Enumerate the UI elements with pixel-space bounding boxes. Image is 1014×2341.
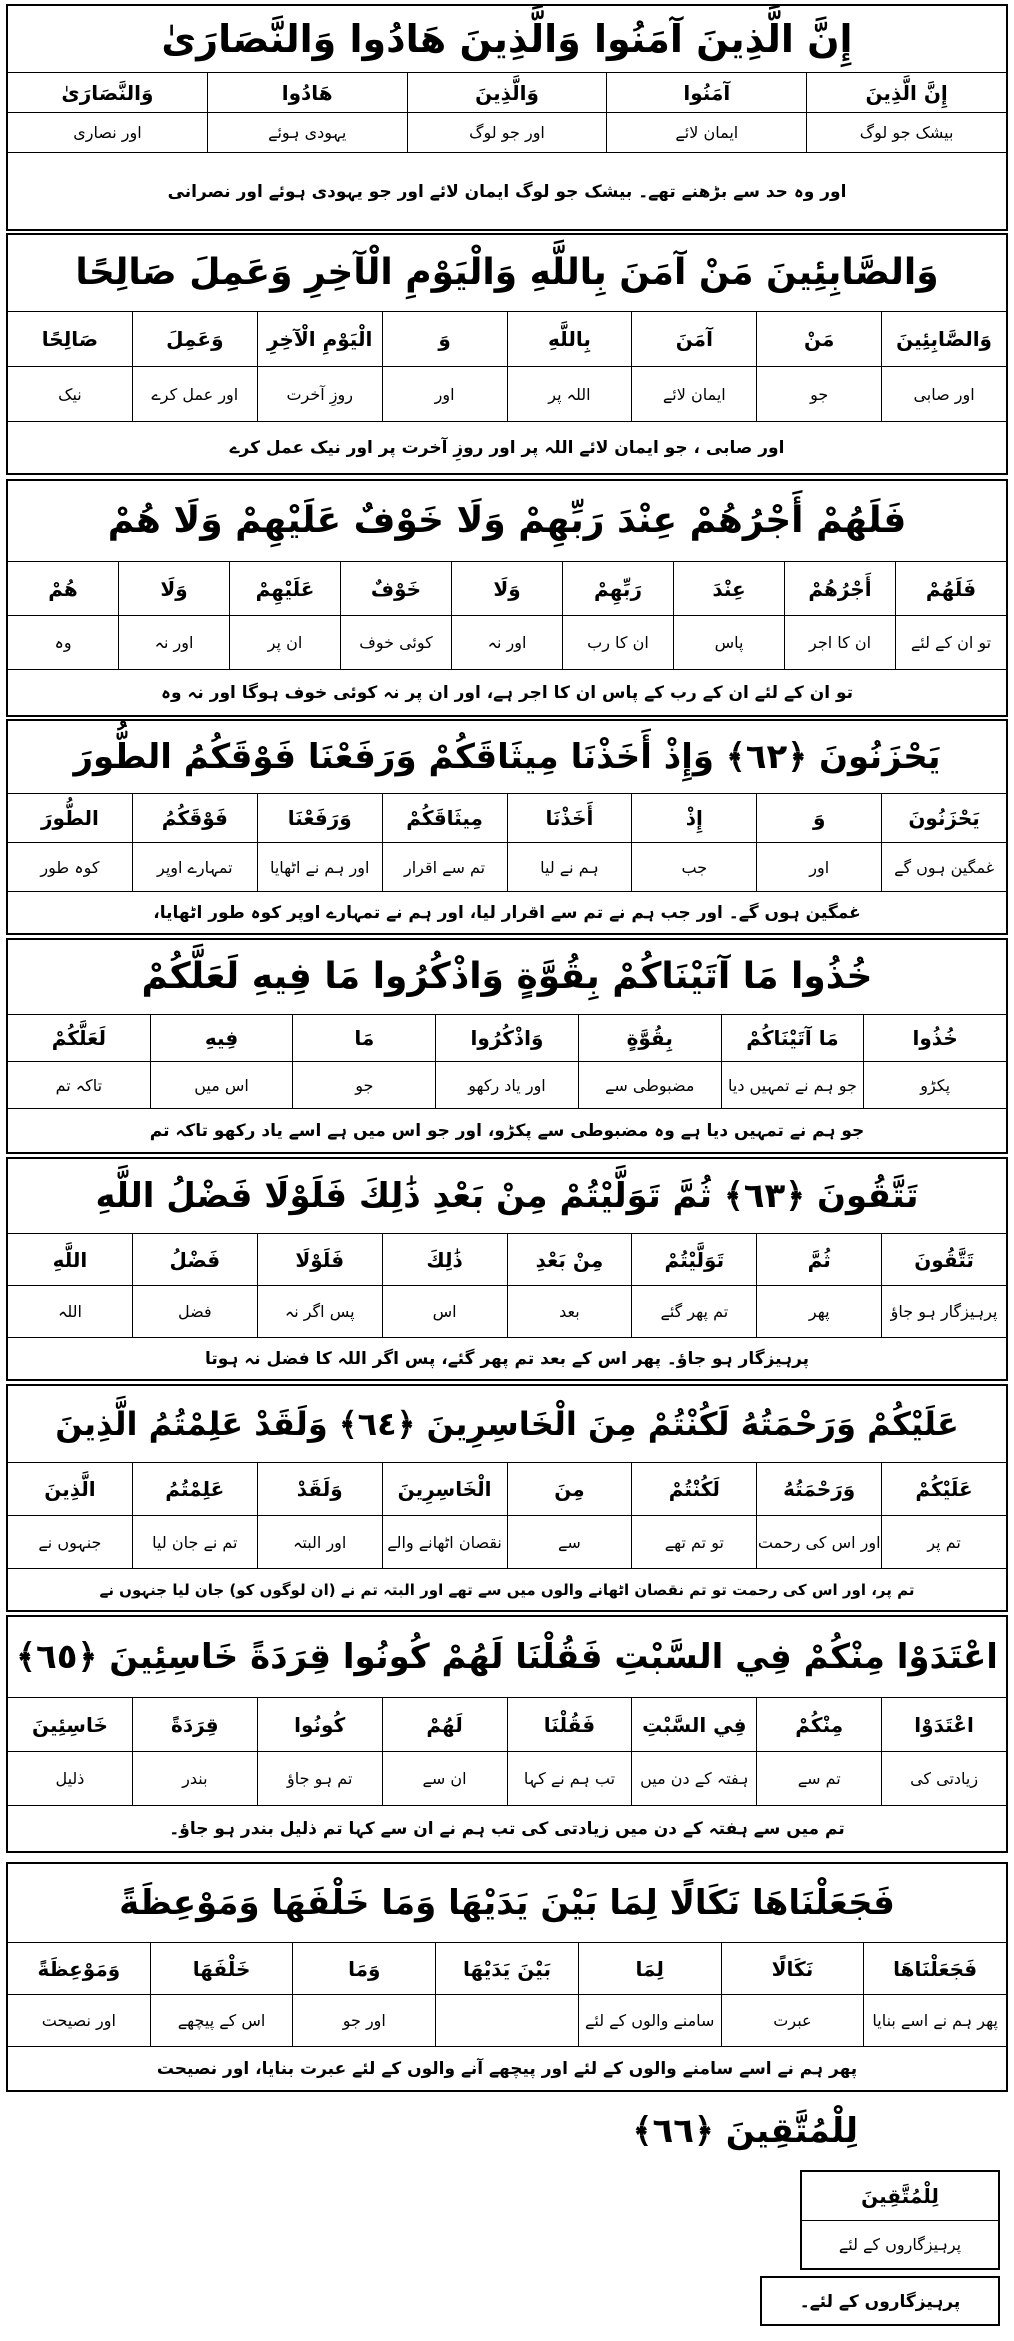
word-meaning: سامنے والوں کے لئے: [584, 2011, 715, 2030]
section-5: [6, 938, 1008, 1154]
arabic-word: وَمَا: [293, 1943, 435, 1995]
arabic-word: بِاللَّهِ: [508, 312, 632, 367]
arabic-word: مَا آتَيْنَاكُمْ: [722, 1015, 864, 1062]
section-9: [6, 1862, 1008, 2092]
word-meaning: کوئی خوف: [359, 633, 433, 652]
word-grid: [8, 1014, 1006, 1108]
section-3: [6, 479, 1008, 717]
word-meaning: ہم نے لیا: [540, 857, 599, 877]
arabic-word: فَلَهُمْ: [896, 562, 1006, 616]
arabic-word: وَلَا: [452, 562, 562, 616]
word-meaning: پھر: [808, 1302, 830, 1321]
word-meaning: اور نہ: [154, 633, 194, 652]
arabic-word: وَالصَّابِئِينَ: [882, 312, 1006, 367]
word-meaning: اور ہم نے اٹھایا: [269, 857, 370, 877]
word-meaning: تاکہ تم: [55, 1075, 103, 1095]
word-meaning: اور نصاری: [73, 123, 142, 142]
word-meaning: جنہوں نے: [38, 1532, 102, 1552]
arabic-word: عَلِمْتُمُ: [133, 1463, 257, 1516]
arabic-word: وَلَقَدْ: [258, 1463, 382, 1516]
word-grid: [8, 1942, 1006, 2046]
word-meaning: ان پر: [267, 633, 303, 652]
word-meaning: پکڑو: [920, 1075, 951, 1095]
arabic-word: مِيثَاقَكُمْ: [383, 794, 507, 843]
word-meaning: اور نہ: [487, 633, 527, 652]
word-grid: [8, 311, 1006, 421]
arabic-word: فَلَوْلَا: [258, 1234, 382, 1286]
word-grid: [8, 561, 1006, 669]
arabic-word: عَلَيْكُمْ: [882, 1463, 1006, 1516]
verse-line: فَجَعَلْنَاهَا نَكَالًا لِمَا بَيْنَ يَدَيْهَا وَمَا خَلْفَهَا وَمَوْعِظَةً: [119, 1883, 895, 1923]
word-meaning: بعد: [559, 1302, 580, 1321]
word-meaning: تم ہو جاؤ: [286, 1769, 353, 1788]
arabic-word: كُونُوا: [258, 1698, 382, 1752]
translation-line: غمگین ہوں گے۔ اور جب ہم نے تم سے اقرار لیا، اور ہم نے تمہارے اوپر کوہ طور اٹھایا،: [8, 891, 1006, 933]
word-meaning: اس: [432, 1302, 457, 1321]
translation-line: پرہیزگاروں کے لئے۔: [760, 2276, 1000, 2326]
arabic-word: مِنْ بَعْدِ: [508, 1234, 632, 1286]
arabic-word: لَهُمْ: [383, 1698, 507, 1752]
word-meaning: تم سے: [797, 1769, 841, 1788]
translation-line: تم پر، اور اس کی رحمت تو تم نقصان اٹھانے والوں میں سے تھے اور البتہ تم نے (ان لوگوں کو) جان لیا جنہوں نے: [8, 1568, 1006, 1610]
word-meaning: ان کا رب: [587, 633, 649, 652]
word-meaning: اور جو لوگ: [469, 123, 545, 142]
word-meaning: نقصان اٹھانے والے: [387, 1532, 502, 1552]
word-meaning: زیادتی کی: [910, 1769, 979, 1788]
arabic-word: هُمْ: [8, 562, 118, 616]
arabic-word: لَعَلَّكُمْ: [8, 1015, 150, 1062]
word-meaning: تو تم تھے: [664, 1532, 724, 1552]
arabic-word: فِي السَّبْتِ: [632, 1698, 756, 1752]
word-meaning: فضل: [178, 1302, 212, 1321]
word-grid: [8, 1697, 1006, 1805]
translation-line: جو ہم نے تمہیں دیا ہے وہ مضبوطی سے پکڑو، اور جو اس میں ہے اسے یاد رکھو تاکہ تم: [8, 1108, 1006, 1152]
word-meaning: یہودی ہوئے: [268, 123, 347, 142]
arabic-word: إِذْ: [632, 794, 756, 843]
arabic-word: الَّذِينَ: [8, 1463, 132, 1516]
word-meaning: تب ہم نے کہا: [523, 1769, 616, 1788]
section-2: [6, 233, 1008, 475]
arabic-word: خُذُوا: [864, 1015, 1006, 1062]
word-meaning: اور یاد رکھو: [468, 1075, 546, 1095]
word-meaning: اور اس کی رحمت: [757, 1532, 881, 1552]
word-meaning: ان سے: [422, 1769, 467, 1788]
word-meaning: تم پر: [927, 1532, 961, 1552]
word-meaning: تم سے اقرار: [403, 857, 486, 877]
arabic-word: هَادُوا: [208, 73, 407, 113]
arabic-word: صَالِحًا: [8, 312, 132, 367]
arabic-word: وَلَا: [119, 562, 229, 616]
word-meaning: عبرت: [773, 2011, 812, 2030]
arabic-word: تَتَّقُونَ: [882, 1234, 1006, 1286]
arabic-word: لِمَا: [579, 1943, 721, 1995]
word-meaning: اللہ پر: [548, 384, 591, 404]
arabic-word: خَوْفٌ: [341, 562, 451, 616]
arabic-word: آمَنُوا: [607, 73, 806, 113]
word-meaning: پس اگر نہ: [284, 1302, 355, 1321]
word-meaning: جب: [681, 857, 708, 877]
arabic-word: عَلَيْهِمْ: [230, 562, 340, 616]
word-meaning: [436, 1995, 578, 2046]
verse-line: خُذُوا مَا آتَيْنَاكُمْ بِقُوَّةٍ وَاذْكُرُوا مَا فِيهِ لَعَلَّكُمْ: [141, 956, 873, 997]
verse-line: وَالصَّابِئِينَ مَنْ آمَنَ بِاللَّهِ وَالْيَوْمِ الْآخِرِ وَعَمِلَ صَالِحًا: [75, 252, 939, 293]
arabic-word: وَ: [757, 794, 881, 843]
translation-line: اور صابی ، جو ایمان لائے اللہ پر اور روزِ آخرت پر اور نیک عمل کرے: [8, 421, 1006, 473]
arabic-word: إِنَّ الَّذِينَ: [807, 73, 1006, 113]
word-meaning: پھر ہم نے اسے بنایا: [872, 2011, 998, 2030]
word-meaning: بیشک جو لوگ: [859, 123, 954, 142]
arabic-word: اللَّهِ: [8, 1234, 132, 1286]
word-meaning: پرہیزگاروں کے لئے: [838, 2234, 962, 2254]
word-meaning: اور جو: [342, 2011, 386, 2030]
arabic-word: وَ: [383, 312, 507, 367]
arabic-word: تَوَلَّيْتُمْ: [632, 1234, 756, 1286]
section-6: [6, 1157, 1008, 1381]
section-1: [6, 4, 1008, 231]
verse-line: يَحْزَنُونَ ﴿٦٢﴾ وَإِذْ أَخَذْنَا مِيثَاقَكُمْ وَرَفَعْنَا فَوْقَكُمُ الطُّورَ: [73, 737, 941, 777]
arabic-word: الْيَوْمِ الْآخِرِ: [258, 312, 382, 367]
arabic-word: أَخَذْنَا: [508, 794, 632, 843]
arabic-word: آمَنَ: [632, 312, 756, 367]
verse-line: عَلَيْكُمْ وَرَحْمَتُهُ لَكُنْتُمْ مِنَ الْخَاسِرِينَ ﴿٦٤﴾ وَلَقَدْ عَلِمْتُمُ الَّذِينَ: [55, 1405, 959, 1443]
arabic-word: لَكُنْتُمْ: [632, 1463, 756, 1516]
word-meaning: اللہ: [57, 1302, 82, 1321]
arabic-word: يَحْزَنُونَ: [882, 794, 1006, 843]
arabic-word: رَبِّهِمْ: [563, 562, 673, 616]
word-meaning: پرہیزگار ہو جاؤ: [890, 1302, 998, 1321]
arabic-word: عِنْدَ: [674, 562, 784, 616]
section-7: [6, 1384, 1008, 1612]
word-grid: [8, 1233, 1006, 1337]
word-meaning: ان کا اجر: [808, 633, 872, 652]
word-grid: [8, 72, 1006, 152]
arabic-word: خَاسِئِينَ: [8, 1698, 132, 1752]
verse-line: تَتَّقُونَ ﴿٦٣﴾ ثُمَّ تَوَلَّيْتُمْ مِنْ بَعْدِ ذَٰلِكَ فَلَوْلَا فَضْلُ اللَّهِ: [95, 1176, 919, 1216]
word-meaning: جو ہم نے تمہیں دیا: [727, 1075, 857, 1095]
word-meaning: اور صابی: [913, 384, 975, 404]
verse-line: إِنَّ الَّذِينَ آمَنُوا وَالَّذِينَ هَادُوا وَالنَّصَارَىٰ: [161, 17, 853, 61]
word-meaning: تم پھر گئے: [660, 1302, 729, 1321]
arabic-word: اعْتَدَوْا: [882, 1698, 1006, 1752]
arabic-word: مَنْ: [757, 312, 881, 367]
translation-line: تم میں سے ہفتہ کے دن میں زیادتی کی تب ہم نے ان سے کہا تم ذلیل بندر ہو جاؤ۔: [8, 1805, 1006, 1851]
arabic-word: ذَٰلِكَ: [383, 1234, 507, 1286]
word-meaning: ہفتہ کے دن میں: [640, 1769, 749, 1788]
word-meaning: ذلیل: [55, 1769, 85, 1788]
arabic-word: ثُمَّ: [757, 1234, 881, 1286]
arabic-word: قِرَدَةً: [133, 1698, 257, 1752]
section-8: [6, 1615, 1008, 1853]
arabic-word: وَمَوْعِظَةً: [8, 1943, 150, 1995]
word-meaning: ایمان لائے: [675, 123, 739, 142]
translation-line: اور وہ حد سے بڑھنے تھے۔ بیشک جو لوگ ایمان لائے اور جو یہودی ہوئے اور نصرانی: [8, 152, 1006, 229]
arabic-word: بَيْنَ يَدَيْهَا: [436, 1943, 578, 1995]
word-meaning: تمہارے اوپر: [157, 857, 233, 877]
arabic-word: فِيهِ: [151, 1015, 293, 1062]
arabic-word: وَرَفَعْنَا: [258, 794, 382, 843]
arabic-word: فَضْلُ: [133, 1234, 257, 1286]
word-meaning: اور: [809, 857, 830, 877]
word-meaning: بندر: [182, 1769, 208, 1788]
arabic-word: بِقُوَّةٍ: [579, 1015, 721, 1062]
word-meaning: اور عمل کرے: [151, 384, 239, 404]
translation-line: پھر ہم نے اسے سامنے والوں کے لئے اور پیچھے آنے والوں کے لئے عبرت بنایا، اور نصیحت: [8, 2046, 1006, 2090]
verse-line: لِلْمُتَّقِينَ ﴿٦٦﴾: [632, 2111, 858, 2151]
word-meaning: جو: [810, 384, 829, 404]
arabic-word: مِنْكُمْ: [757, 1698, 881, 1752]
word-meaning: اور نصیحت: [41, 2011, 116, 2030]
arabic-word: لِلْمُتَّقِينَ: [802, 2172, 998, 2221]
word-grid: [8, 793, 1006, 891]
arabic-word: مَا: [293, 1015, 435, 1062]
arabic-word: فَوْقَكُمُ: [133, 794, 257, 843]
word-meaning: اور: [434, 384, 455, 404]
word-meaning: روزِ آخرت: [286, 384, 353, 404]
word-meaning: غمگین ہوں گے: [894, 857, 995, 877]
word-meaning: تم نے جان لیا: [152, 1532, 238, 1552]
word-meaning: تو ان کے لئے: [910, 633, 992, 652]
section-10: [6, 2096, 1008, 2334]
word-meaning: جو: [355, 1075, 374, 1095]
word-meaning: نیک: [58, 384, 82, 404]
arabic-word: وَاذْكُرُوا: [436, 1015, 578, 1062]
arabic-word: فَقُلْنَا: [508, 1698, 632, 1752]
word-meaning: پاس: [714, 633, 744, 652]
word-meaning: وہ: [54, 633, 72, 652]
arabic-word: وَرَحْمَتُهُ: [757, 1463, 881, 1516]
verse-line: اعْتَدَوْا مِنْكُمْ فِي السَّبْتِ فَقُلْنَا لَهُمْ كُونُوا قِرَدَةً خَاسِئِينَ ﴿٦٥﴾: [16, 1637, 998, 1677]
word-grid: [8, 1462, 1006, 1568]
arabic-word: وَالَّذِينَ: [408, 73, 607, 113]
arabic-word: وَالنَّصَارَىٰ: [8, 73, 207, 113]
translation-line: تو ان کے لئے ان کے رب کے پاس ان کا اجر ہے، اور ان پر نہ کوئی خوف ہوگا اور نہ وہ: [8, 669, 1006, 715]
arabic-word: وَعَمِلَ: [133, 312, 257, 367]
arabic-word: مِنَ: [508, 1463, 632, 1516]
word-meaning: اس کے پیچھے: [177, 2011, 266, 2030]
word-meaning: سے: [558, 1532, 581, 1552]
word-grid: [800, 2170, 1000, 2270]
translation-line: پرہیزگار ہو جاؤ۔ پھر اس کے بعد تم پھر گئے، پس اگر اللہ کا فضل نہ ہوتا: [8, 1337, 1006, 1379]
arabic-word: أَجْرُهُمْ: [785, 562, 895, 616]
verse-line: فَلَهُمْ أَجْرُهُمْ عِنْدَ رَبِّهِمْ وَلَا خَوْفٌ عَلَيْهِمْ وَلَا هُمْ: [107, 500, 907, 541]
word-meaning: اور البتہ: [293, 1532, 347, 1552]
word-meaning: کوہ طور: [40, 857, 100, 877]
word-meaning: مضبوطی سے: [604, 1075, 695, 1095]
word-meaning: اس میں: [194, 1075, 249, 1095]
word-meaning: ایمان لائے: [662, 384, 726, 404]
arabic-word: نَكَالًا: [722, 1943, 864, 1995]
arabic-word: الطُّورَ: [8, 794, 132, 843]
arabic-word: الْخَاسِرِينَ: [383, 1463, 507, 1516]
arabic-word: خَلْفَهَا: [151, 1943, 293, 1995]
arabic-word: فَجَعَلْنَاهَا: [864, 1943, 1006, 1995]
section-4: [6, 719, 1008, 935]
